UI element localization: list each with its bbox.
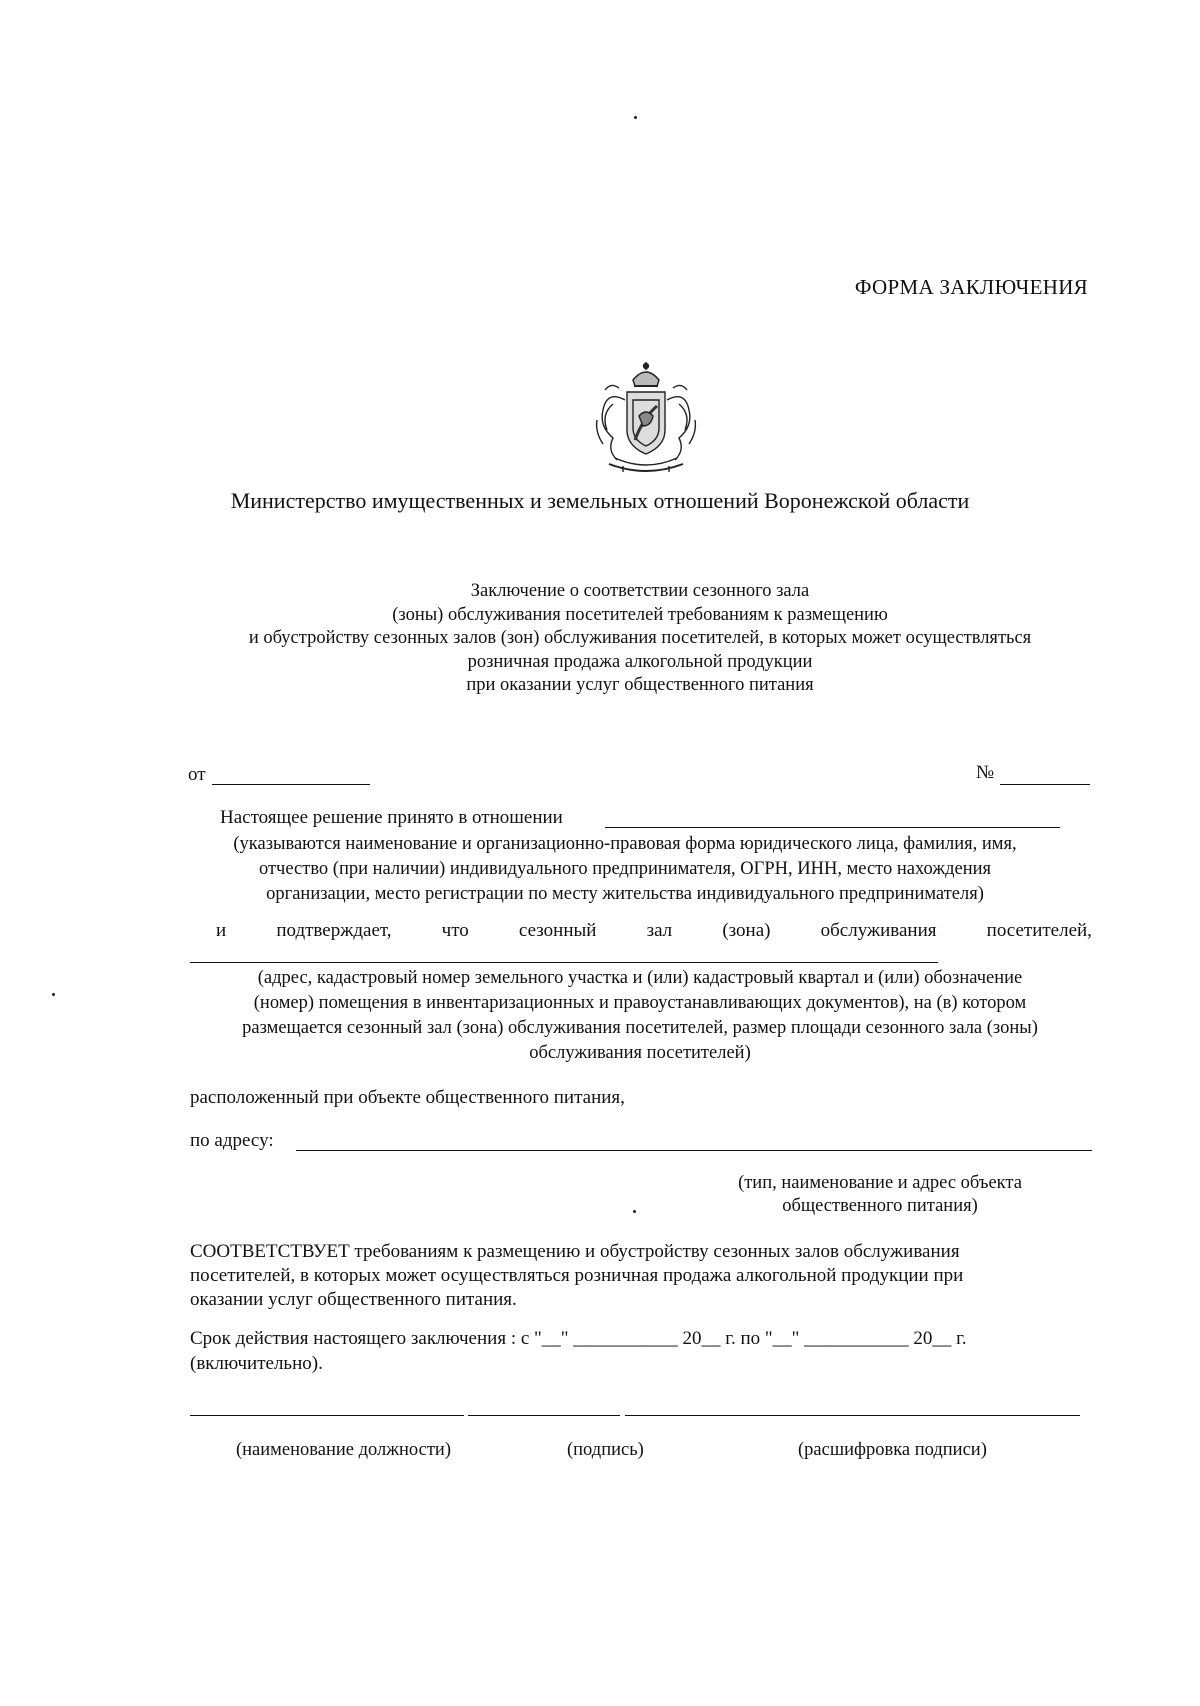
number-label: № xyxy=(976,762,995,783)
address-label: по адресу: xyxy=(190,1130,274,1151)
scan-dot xyxy=(52,993,55,996)
note-line: обслуживания посетителей) xyxy=(529,1043,751,1063)
note-line: (тип, наименование и адрес объекта xyxy=(738,1173,1022,1193)
confirms-word: (зона) xyxy=(722,920,771,941)
conformity-text xyxy=(190,1240,963,1312)
note-line: отчество (при наличии) индивидуального предпринимателя, ОГРН, ИНН, место нахождения xyxy=(258,859,992,879)
conformity-line: оказании услуг общественного питания. xyxy=(190,1289,517,1310)
title-line: Заключение о соответствии сезонного зала xyxy=(470,581,810,601)
title-line: (зоны) обслуживания посетителей требованиям к размещению xyxy=(392,604,888,625)
note-line: (адрес, кадастровый номер земельного участка и (или) кадастровый квартал и (или) обозначение xyxy=(257,968,1023,988)
title-line: при оказании услуг общественного питания xyxy=(466,675,814,695)
confirms-word: что xyxy=(441,920,469,941)
note-line: организации, место регистрации по месту жительства индивидуального предпринимателя) xyxy=(266,884,984,904)
address-note xyxy=(160,966,1120,1066)
object-address-blank-line xyxy=(296,1150,1092,1151)
validity-line: Срок действия настоящего заключения : с "__" ___________ 20__ г. по "__" ___________ 20__ г. xyxy=(190,1328,967,1349)
scan-dot xyxy=(633,1210,636,1213)
position-label: (наименование должности) xyxy=(236,1440,451,1460)
confirms-word: сезонный xyxy=(518,920,597,941)
confirms-word: зал xyxy=(646,920,673,941)
scan-dot xyxy=(634,116,637,119)
form-label: ФОРМА ЗАКЛЮЧЕНИЯ xyxy=(854,275,1088,299)
decoding-label: (расшифровка подписи) xyxy=(798,1440,987,1460)
object-note xyxy=(700,1172,1060,1218)
address-blank-line xyxy=(190,962,938,963)
date-blank-line xyxy=(212,784,370,785)
from-label: от xyxy=(188,764,206,785)
note-line: (номер) помещения в инвентаризационных и правоустанавливающих документов), на (в) котором xyxy=(253,993,1027,1013)
located-text: расположенный при объекте общественного питания, xyxy=(190,1087,625,1108)
note-line: (указываются наименование и организационно-правовая форма юридического лица, фамилия, имя, xyxy=(233,834,1017,854)
decision-blank-line xyxy=(605,827,1060,828)
number-blank-line xyxy=(1000,784,1090,785)
conclusion-title xyxy=(200,580,1080,698)
title-line: розничная продажа алкогольной продукции xyxy=(467,651,813,672)
decision-label: Настоящее решение принято в отношении xyxy=(220,807,563,828)
ministry-title: Министерство имущественных и земельных отношений Воронежской области xyxy=(230,488,970,513)
voronezh-coat-of-arms-icon xyxy=(593,360,699,476)
signature-label: (подпись) xyxy=(567,1440,644,1460)
validity-line-2: (включительно). xyxy=(190,1353,323,1374)
confirms-row xyxy=(216,920,1092,942)
signature-position-line xyxy=(190,1415,464,1416)
confirms-word: обслуживания xyxy=(820,920,937,941)
decision-note xyxy=(160,832,1090,907)
note-line: размещается сезонный зал (зона) обслуживания посетителей, размер площади сезонного зала (зоны) xyxy=(242,1018,1038,1038)
signature-decoding-line xyxy=(625,1415,1080,1416)
note-line: общественного питания) xyxy=(782,1196,978,1216)
confirms-word: посетителей, xyxy=(986,920,1092,941)
conformity-line: посетителей, в которых может осуществляться розничная продажа алкогольной продукции при xyxy=(190,1265,964,1286)
signature-sign-line xyxy=(468,1415,620,1416)
title-line: и обустройству сезонных залов (зон) обслуживания посетителей, в которых может осуществляться xyxy=(248,628,1032,648)
confirms-word: и xyxy=(216,920,227,941)
conformity-line: СООТВЕТСТВУЕТ требованиям к размещению и обустройству сезонных залов обслуживания xyxy=(190,1241,960,1262)
confirms-word: подтверждает, xyxy=(276,920,392,941)
